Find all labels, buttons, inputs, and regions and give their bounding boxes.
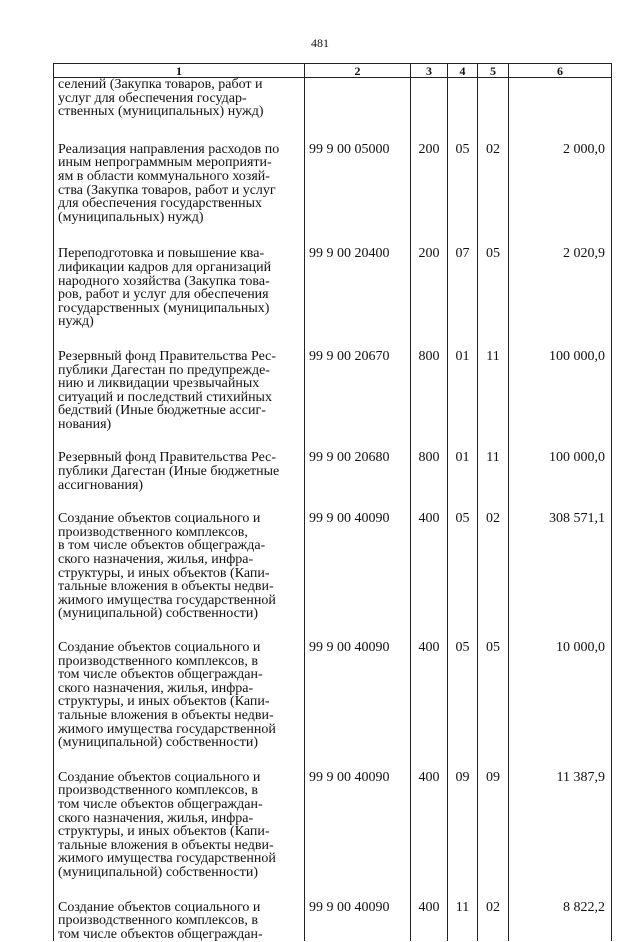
subsection-code: 09 [478,771,509,901]
description-line: Создание объектов социального и [58,769,261,785]
subsection-code: 02 [478,512,509,641]
description-line: ственных (муниципальных) нужд) [58,104,264,120]
subsection-code: 05 [478,247,509,350]
description-line: лификации кадров для организаций [58,259,272,275]
budget-classification-code: 99 9 00 40090 [305,512,411,641]
amount-value: 2 000,0 [509,143,612,248]
description-line: структуры, и иных объектов (Капи- [58,824,270,840]
budget-classification-code: 99 9 00 40090 [305,771,411,901]
table-row [54,350,612,452]
description-line: нужд) [58,314,94,330]
table-row [54,901,612,942]
table-row [54,771,612,901]
column-header-2: 2 [305,64,411,78]
amount-value: 100 000,0 [509,451,612,512]
description-line: публики Дагестан (Иные бюджетные [58,464,280,480]
description-line: производственного комплексов, в [58,783,258,799]
description-line: публики Дагестан по предупрежде- [58,362,270,378]
description-line: ского назначения, жилья, инфра- [58,810,254,826]
description-line: ского назначения, жилья, инфра- [58,680,254,696]
column-header-1: 1 [54,64,305,78]
description-line: иным непрограммным мероприяти- [58,155,272,171]
table-row [54,78,612,143]
row-description [54,641,305,771]
description-line: тальные вложения в объекты недви- [58,837,274,853]
section-code: 05 [448,143,478,248]
budget-classification-code [305,78,411,143]
description-line: производственного комплексов, [58,524,248,540]
expense-type-code: 400 [411,512,448,641]
description-line: структуры, и иных объектов (Капи- [58,694,270,710]
row-description [54,78,305,143]
section-code [448,78,478,143]
column-header-6: 6 [509,64,612,78]
description-line: народного хозяйства (Закупка това- [58,273,270,289]
subsection-code: 02 [478,143,509,248]
subsection-code: 05 [478,641,509,771]
description-line: (муниципальной) собственности) [58,735,259,751]
description-line: Резервный фонд Правительства Рес- [58,348,277,364]
description-line: том числе объектов общеграждан- [58,667,263,683]
expense-type-code: 800 [411,451,448,512]
row-description [54,901,305,942]
description-line: (муниципальной) собственности) [58,864,259,880]
row-description [54,143,305,248]
column-header-5: 5 [478,64,509,78]
description-line: ства (Закупка товаров, работ и услуг [58,182,276,198]
budget-classification-code: 99 9 00 20400 [305,247,411,350]
description-line: ситуаций и последствий стихийных [58,389,272,405]
section-code: 11 [448,901,478,942]
budget-classification-code: 99 9 00 40090 [305,641,411,771]
description-line: селений (Закупка товаров, работ и [58,77,263,92]
description-line: Резервный фонд Правительства Рес- [58,450,277,466]
expense-type-code: 400 [411,641,448,771]
description-line: тальные вложения в объекты недви- [58,579,274,595]
budget-classification-code: 99 9 00 40090 [305,901,411,942]
description-line: Создание объектов социального и [58,899,261,915]
description-line: Переподготовка и повышение ква- [58,246,265,262]
description-line: производственного комплексов, в [58,913,258,929]
description-line: ассигнования) [58,477,144,493]
row-description [54,247,305,350]
description-line: Создание объектов социального и [58,511,261,527]
section-code: 01 [448,451,478,512]
description-line: государственных (муниципальных) [58,300,270,316]
description-line: жимого имущества государственной [58,851,276,867]
description-line: бедствий (Иные бюджетные ассиг- [58,403,266,419]
table-body [54,78,612,942]
amount-value: 10 000,0 [509,641,612,771]
description-line: Реализация направления расходов по [58,141,280,157]
row-description [54,512,305,641]
expense-type-code: 400 [411,901,448,942]
column-header-4: 4 [448,64,478,78]
description-line: для обеспечения государственных [58,196,262,212]
budget-table [53,63,612,941]
subsection-code: 02 [478,901,509,942]
description-line: (муниципальных) нужд) [58,209,204,225]
subsection-code [478,78,509,143]
expense-type-code: 200 [411,247,448,350]
row-description [54,771,305,901]
expense-type-code: 800 [411,350,448,452]
section-code: 05 [448,641,478,771]
description-line: услуг для обеспечения государ- [58,90,247,106]
table-row [54,641,612,771]
table-row [54,143,612,248]
table-row [54,247,612,350]
section-code: 09 [448,771,478,901]
description-line: ского назначения, жилья, инфра- [58,552,254,568]
description-line: том числе объектов общеграждан- [58,926,263,942]
subsection-code: 11 [478,350,509,452]
description-line: структуры, и иных объектов (Капи- [58,565,270,581]
description-line: в том числе объектов общегражда- [58,538,266,554]
expense-type-code [411,78,448,143]
amount-value: 8 822,2 [509,901,612,942]
amount-value: 308 571,1 [509,512,612,641]
description-line: (муниципальной) собственности) [58,606,259,622]
amount-value: 11 387,9 [509,771,612,901]
table-row [54,451,612,512]
description-line: нования) [58,416,112,432]
description-line: Создание объектов социального и [58,640,261,655]
expense-type-code: 200 [411,143,448,248]
description-line: ям в области коммунального хозяй- [58,168,270,184]
budget-classification-code: 99 9 00 20680 [305,451,411,512]
amount-value: 2 020,9 [509,247,612,350]
amount-value [509,78,612,143]
subsection-code: 11 [478,451,509,512]
row-description [54,350,305,452]
description-line: производственного комплексов, в [58,653,258,669]
description-line: том числе объектов общеграждан- [58,796,263,812]
description-line: ров, работ и услуг для обеспечения [58,287,269,303]
section-code: 01 [448,350,478,452]
description-line: жимого имущества государственной [58,721,276,737]
budget-classification-code: 99 9 00 05000 [305,143,411,248]
description-line: тальные вложения в объекты недви- [58,707,274,723]
table-header [54,64,612,78]
section-code: 05 [448,512,478,641]
description-line: нию и ликвидации чрезвычайных [58,376,260,392]
column-header-3: 3 [411,64,448,78]
section-code: 07 [448,247,478,350]
row-description [54,451,305,512]
budget-classification-code: 99 9 00 20670 [305,350,411,452]
page-number: 481 [311,36,329,50]
description-line: жимого имущества государственной [58,592,276,608]
amount-value: 100 000,0 [509,350,612,452]
expense-type-code: 400 [411,771,448,901]
table-row [54,512,612,641]
